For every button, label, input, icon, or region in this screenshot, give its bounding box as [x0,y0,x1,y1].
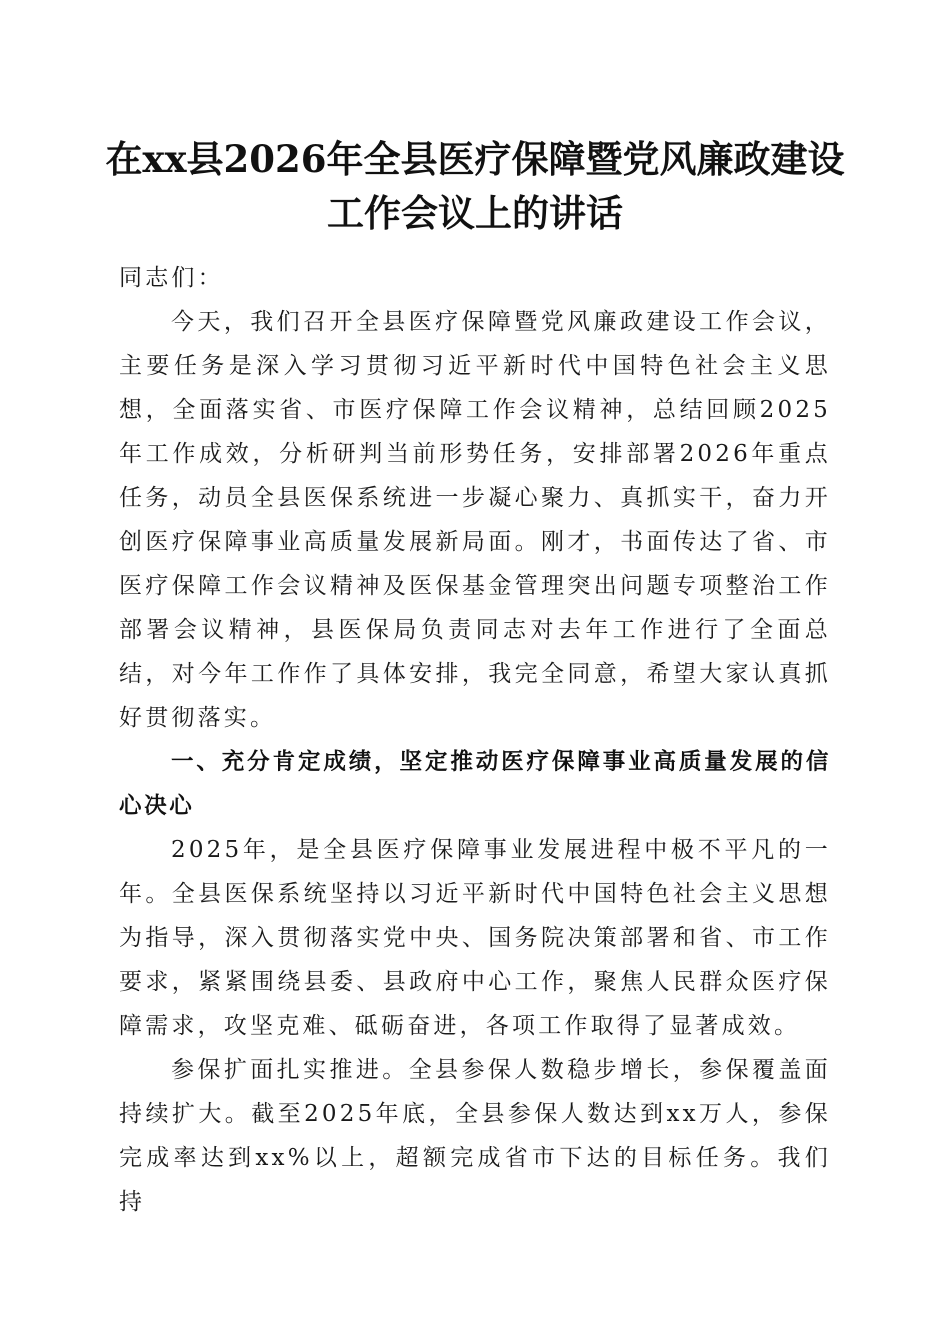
section-1-paragraph-2: 参保扩面扎实推进。全县参保人数稳步增长，参保覆盖面持续扩大。截至2025年底，全县参保人数达到xx万人，参保完成率达到xx%以上，超额完成省市下达的目标任务。我们持 [119,1057,831,1215]
document-body [119,256,831,1224]
section-1-paragraph-1: 2025年，是全县医疗保障事业发展进程中极不平凡的一年。全县医保系统坚持以习近平新时代中国特色社会主义思想为指导，深入贯彻落实党中央、国务院决策部署和省、市工作要求，紧紧围绕县委、县政府中心工作，聚焦人民群众医疗保障需求，攻坚克难、砥砺奋进，各项工作取得了显著成效。 [119,837,831,1039]
title-line-1: 在xx县2026年全县医疗保障暨党风廉政建设 [105,137,845,181]
salutation: 同志们： [119,265,224,291]
section-1-heading: 一、充分肯定成绩，坚定推动医疗保障事业高质量发展的信心决心 [119,749,831,819]
opening-paragraph: 今天，我们召开全县医疗保障暨党风廉政建设工作会议，主要任务是深入学习贯彻习近平新时代中国特色社会主义思想，全面落实省、市医疗保障工作会议精神，总结回顾2025年工作成效，分析研判当前形势任务，安排部署2026年重点任务，动员全县医保系统进一步凝心聚力、真抓实干，奋力开创医疗保障事业高质量发展新局面。刚才，书面传达了省、市医疗保障工作会议精神及医保基金管理突出问题专项整治工作部署会议精神，县医保局负责同志对去年工作进行了全面总结，对今年工作作了具体安排，我完全同意，希望大家认真抓好贯彻落实。 [119,309,831,731]
document-title [100,132,850,240]
title-line-2: 工作会议上的讲话 [327,191,623,235]
